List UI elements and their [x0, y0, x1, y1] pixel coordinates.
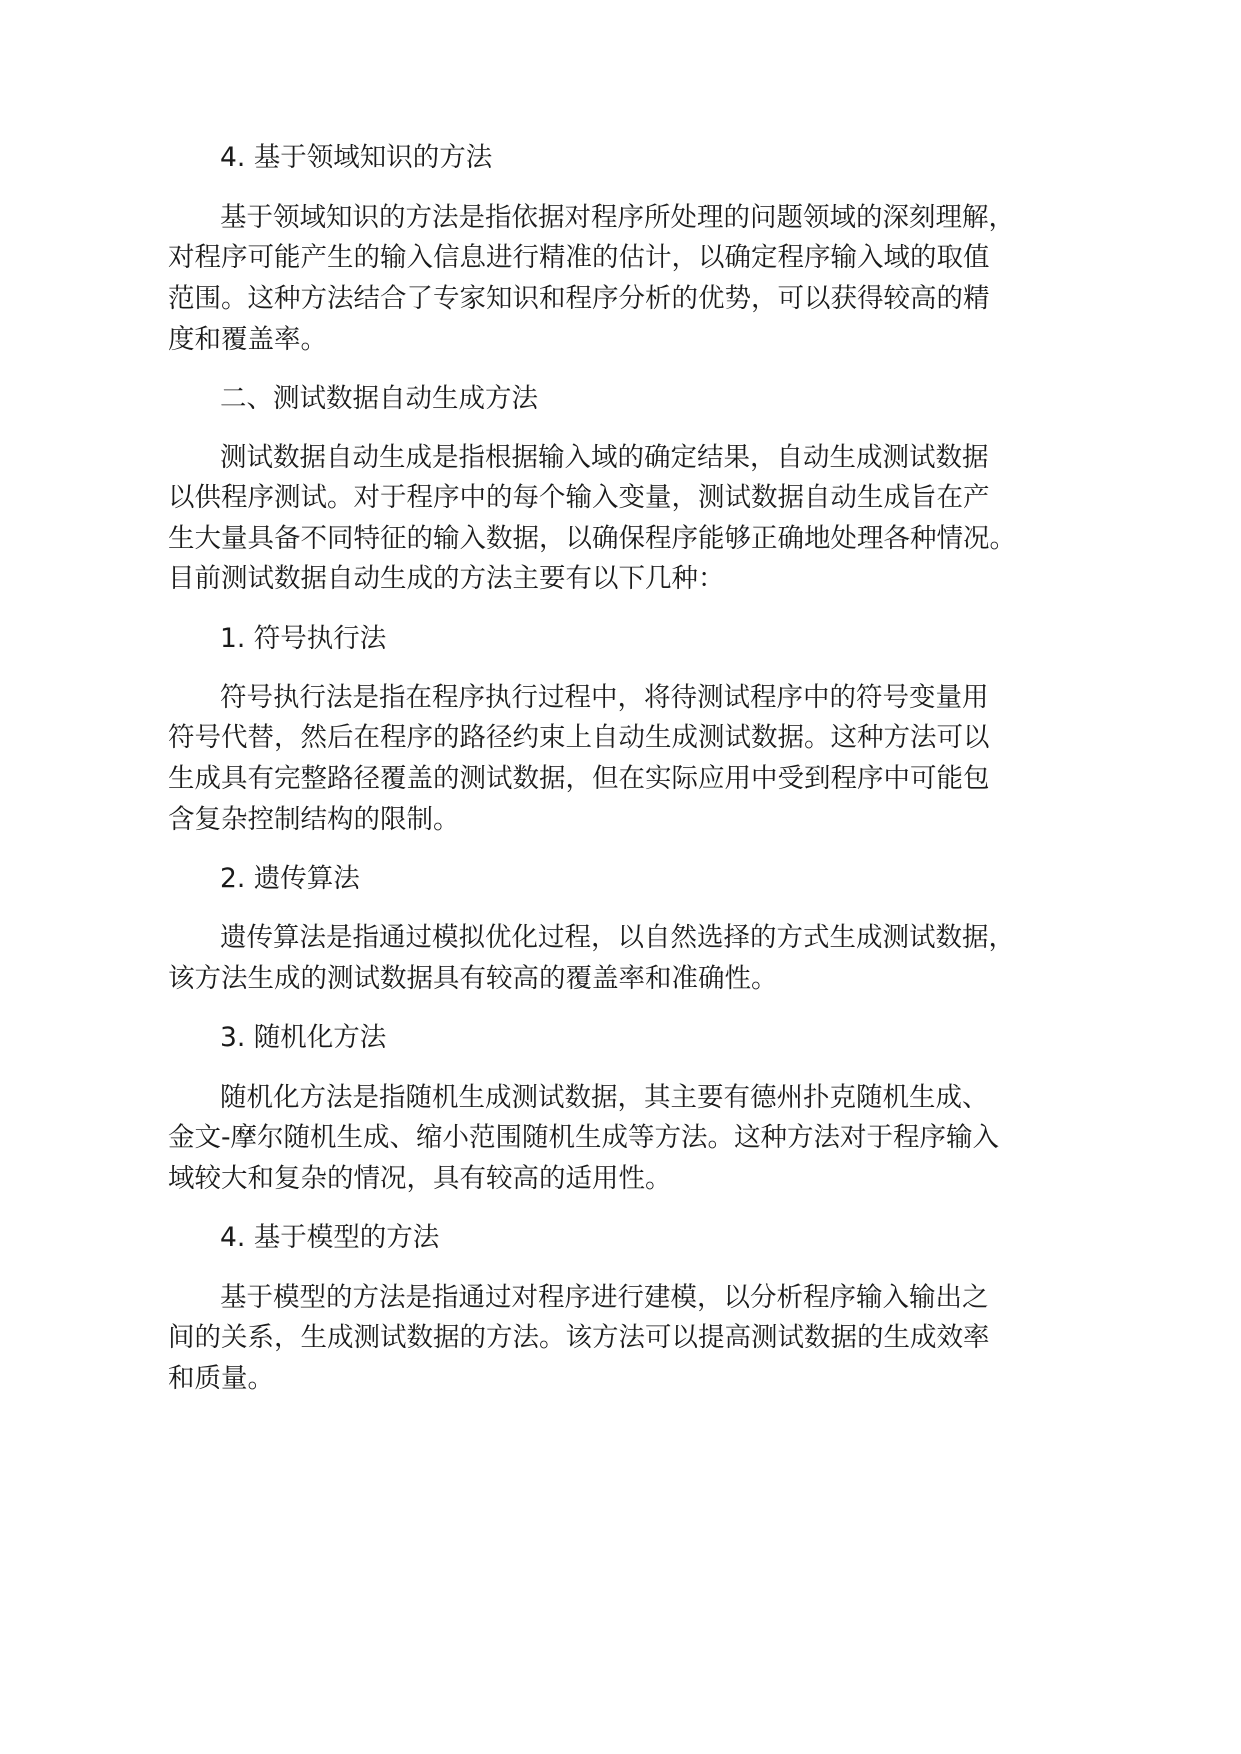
section-heading: 4. 基于模型的方法 — [220, 1222, 440, 1253]
paragraph-line: 符号执行法是指在程序执行过程中，将待测试程序中的符号变量用 — [220, 682, 989, 713]
paragraph-line: 和质量。 — [168, 1363, 274, 1394]
paragraph-line: 对程序可能产生的输入信息进行精准的估计，以确定程序输入域的取值 — [168, 242, 990, 273]
paragraph-line: 间的关系，生成测试数据的方法。该方法可以提高测试数据的生成效率 — [168, 1322, 990, 1353]
paragraph-line: 基于领域知识的方法是指依据对程序所处理的问题领域的深刻理解， — [220, 202, 1015, 233]
paragraph-line: 范围。这种方法结合了专家知识和程序分析的优势，可以获得较高的精 — [168, 283, 990, 314]
paragraph-line: 符号代替，然后在程序的路径约束上自动生成测试数据。这种方法可以 — [168, 722, 990, 753]
paragraph-line: 生大量具备不同特征的输入数据，以确保程序能够正确地处理各种情况。 — [168, 523, 1016, 554]
paragraph-line: 含复杂控制结构的限制。 — [168, 804, 460, 835]
paragraph-line: 域较大和复杂的情况，具有较高的适用性。 — [168, 1163, 672, 1194]
paragraph-line: 随机化方法是指随机生成测试数据，其主要有德州扑克随机生成、 — [220, 1082, 989, 1113]
section-heading: 2. 遗传算法 — [220, 863, 360, 894]
paragraph-line: 生成具有完整路径覆盖的测试数据，但在实际应用中受到程序中可能包 — [168, 763, 990, 794]
section-heading: 4. 基于领域知识的方法 — [220, 142, 493, 173]
paragraph-line: 基于模型的方法是指通过对程序进行建模，以分析程序输入输出之 — [220, 1282, 989, 1313]
section-heading: 1. 符号执行法 — [220, 623, 387, 654]
paragraph-line: 以供程序测试。对于程序中的每个输入变量，测试数据自动生成旨在产 — [168, 482, 990, 513]
paragraph-line: 度和覆盖率。 — [168, 324, 327, 355]
paragraph-line: 目前测试数据自动生成的方法主要有以下几种： — [168, 563, 725, 594]
paragraph-line: 金文-摩尔随机生成、缩小范围随机生成等方法。这种方法对于程序输入 — [168, 1122, 1000, 1153]
paragraph-line: 遗传算法是指通过模拟优化过程，以自然选择的方式生成测试数据， — [220, 922, 1015, 953]
section-heading: 3. 随机化方法 — [220, 1022, 387, 1053]
section-heading: 二、测试数据自动生成方法 — [220, 383, 538, 414]
paragraph-line: 该方法生成的测试数据具有较高的覆盖率和准确性。 — [168, 963, 778, 994]
paragraph-line: 测试数据自动生成是指根据输入域的确定结果，自动生成测试数据 — [220, 442, 989, 473]
